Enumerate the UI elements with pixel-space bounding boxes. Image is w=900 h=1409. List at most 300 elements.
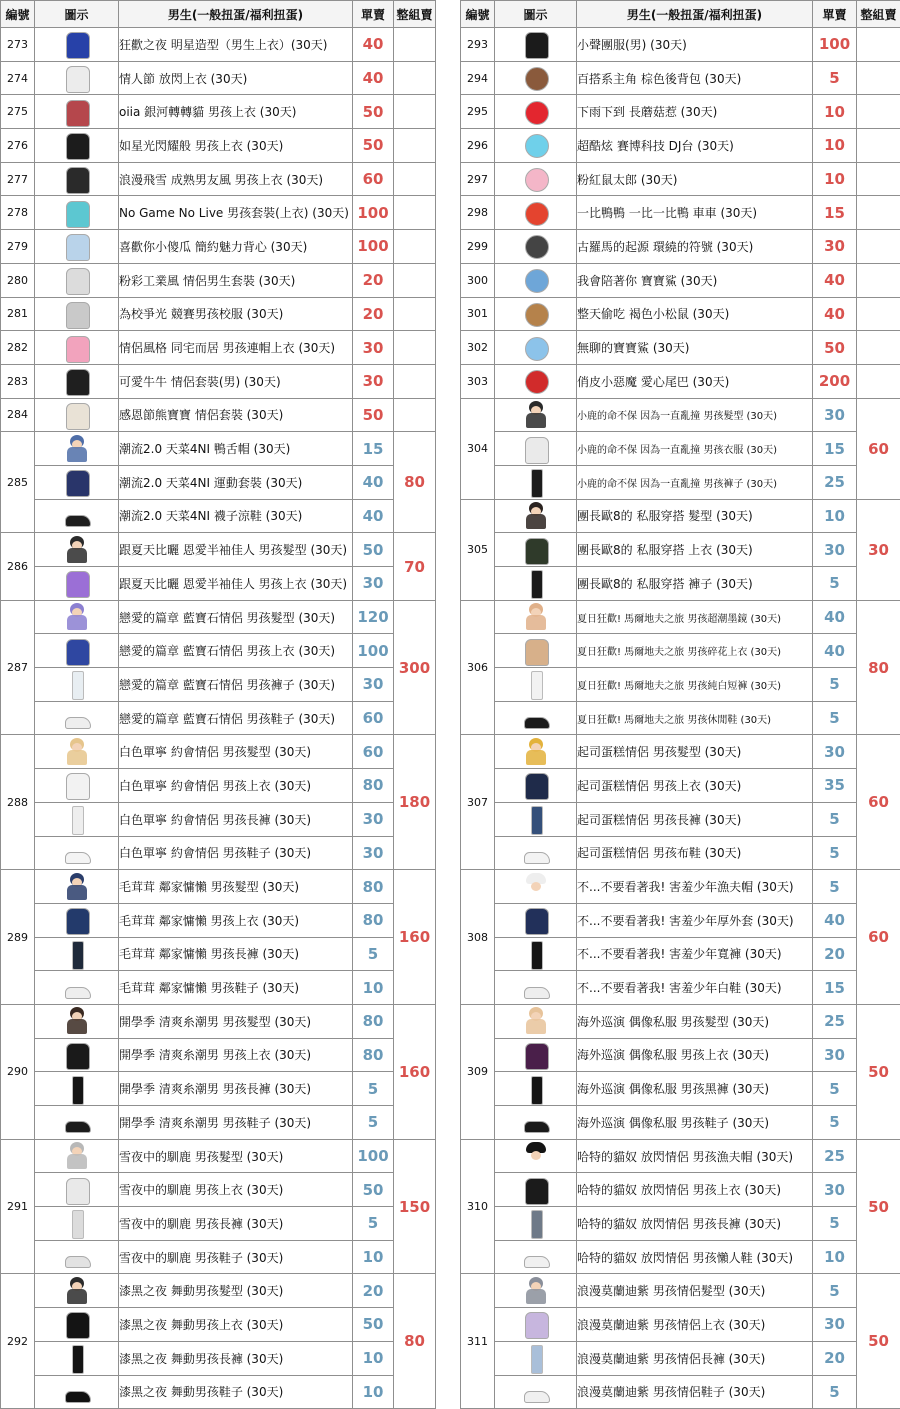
table-row <box>1 1072 436 1106</box>
shirt-icon <box>63 199 91 227</box>
item-image-cell <box>495 769 577 803</box>
single-price: 5 <box>813 1106 857 1140</box>
table-row <box>461 297 900 331</box>
item-name: 潮流2.0 天菜4NI 襪子涼鞋 (30天) <box>119 499 353 533</box>
item-name: 團長歐8的 私服穿搭 褲子 (30天) <box>577 567 813 601</box>
single-price: 100 <box>813 28 857 62</box>
item-name: 小鹿的命不保 因為一直亂撞 男孩褲子 (30天) <box>577 465 813 499</box>
jacket-icon <box>522 771 550 799</box>
item-image-cell <box>35 1106 119 1140</box>
mouse-icon <box>522 165 550 193</box>
item-image-cell <box>35 129 119 163</box>
table-row <box>1 701 436 735</box>
item-id: 306 <box>461 600 495 735</box>
single-price: 100 <box>353 196 394 230</box>
table-row <box>461 465 900 499</box>
shirt-icon <box>63 98 91 126</box>
item-id: 295 <box>461 95 495 129</box>
pants-icon <box>63 940 91 968</box>
outfit-icon <box>63 401 91 429</box>
item-name: 狂歡之夜 明星造型（男生上衣）(30天) <box>119 28 353 62</box>
shoes-icon <box>522 1243 550 1271</box>
item-name: 小聲團服(男) (30天) <box>577 28 813 62</box>
table-row <box>461 903 900 937</box>
item-id: 293 <box>461 28 495 62</box>
table-row <box>1 1308 436 1342</box>
single-price: 80 <box>353 1038 394 1072</box>
item-name: 開學季 清爽糸潮男 男孩髮型 (30天) <box>119 1004 353 1038</box>
item-name: 粉彩工業風 情侶男生套裝 (30天) <box>119 263 353 297</box>
pants-icon <box>522 1209 550 1237</box>
set-price <box>394 162 436 196</box>
header-set-price: 整組賣 <box>394 1 436 28</box>
bag-icon <box>522 64 550 92</box>
item-name: 海外巡演 偶像私服 男孩鞋子 (30天) <box>577 1106 813 1140</box>
item-name: 小鹿的命不保 因為一直亂撞 男孩衣服 (30天) <box>577 432 813 466</box>
coat-icon <box>63 165 91 193</box>
item-image-cell <box>35 61 119 95</box>
table-row <box>461 735 900 769</box>
table-row <box>1 769 436 803</box>
single-price: 20 <box>813 937 857 971</box>
single-price: 40 <box>813 600 857 634</box>
item-id: 277 <box>1 162 35 196</box>
item-image-cell <box>35 836 119 870</box>
table-row <box>461 432 900 466</box>
shoes-icon <box>63 1243 91 1271</box>
item-image-cell <box>35 432 119 466</box>
item-image-cell <box>495 331 577 365</box>
item-id: 309 <box>461 1004 495 1139</box>
table-row <box>1 331 436 365</box>
item-image-cell <box>35 533 119 567</box>
single-price: 40 <box>813 634 857 668</box>
shoes-icon <box>522 1108 550 1136</box>
item-image-cell <box>495 297 577 331</box>
table-row <box>1 28 436 62</box>
set-price <box>394 129 436 163</box>
table-row <box>461 567 900 601</box>
item-image-cell <box>495 398 577 432</box>
item-image-cell <box>35 499 119 533</box>
hair-icon <box>522 603 550 631</box>
single-price: 25 <box>813 1139 857 1173</box>
table-row <box>461 263 900 297</box>
item-name: 漆黑之夜 舞動男孩髮型 (30天) <box>119 1274 353 1308</box>
item-name: 整天偷吃 褐色小松鼠 (30天) <box>577 297 813 331</box>
item-name: 哈特的貓奴 放閃情侶 男孩懶人鞋 (30天) <box>577 1240 813 1274</box>
item-name: 雪夜中的馴鹿 男孩上衣 (30天) <box>119 1173 353 1207</box>
table-row <box>1 1038 436 1072</box>
item-image-cell <box>35 802 119 836</box>
shoes-icon <box>522 974 550 1002</box>
pants-icon <box>522 940 550 968</box>
item-name: 海外巡演 偶像私服 男孩黑褲 (30天) <box>577 1072 813 1106</box>
table-body-right <box>461 28 900 1409</box>
item-name: 百搭系主角 棕色後背包 (30天) <box>577 61 813 95</box>
set-price: 160 <box>394 870 436 1005</box>
set-price <box>394 196 436 230</box>
table-row <box>1 297 436 331</box>
item-name: 毛茸茸 鄰家慵懶 男孩髮型 (30天) <box>119 870 353 904</box>
single-price: 5 <box>813 1207 857 1241</box>
item-image-cell <box>35 870 119 904</box>
item-name: 喜歡你小傻瓜 簡約魅力背心 (30天) <box>119 230 353 264</box>
item-name: 毛茸茸 鄰家慵懶 男孩鞋子 (30天) <box>119 971 353 1005</box>
outfit-icon <box>63 468 91 496</box>
item-image-cell <box>495 1072 577 1106</box>
item-name: 不...不要看著我! 害羞少年寬褲 (30天) <box>577 937 813 971</box>
set-price <box>857 129 900 163</box>
single-price: 80 <box>353 769 394 803</box>
item-image-cell <box>495 971 577 1005</box>
single-price: 5 <box>813 668 857 702</box>
item-name: 古羅馬的起源 環繞的符號 (30天) <box>577 230 813 264</box>
single-price: 30 <box>353 836 394 870</box>
shirt-icon <box>522 637 550 665</box>
table-row <box>461 398 900 432</box>
item-image-cell <box>495 634 577 668</box>
single-price: 30 <box>353 668 394 702</box>
item-id: 308 <box>461 870 495 1005</box>
table-row <box>1 432 436 466</box>
single-price: 80 <box>353 870 394 904</box>
item-name: 浪漫飛雪 成熟男友風 男孩上衣 (30天) <box>119 162 353 196</box>
item-name: 如星光閃耀般 男孩上衣 (30天) <box>119 129 353 163</box>
item-name: 雪夜中的馴鹿 男孩髮型 (30天) <box>119 1139 353 1173</box>
item-image-cell <box>495 1106 577 1140</box>
item-image-cell <box>35 196 119 230</box>
jacket-icon <box>522 1176 550 1204</box>
table-row <box>1 1207 436 1241</box>
set-price: 30 <box>857 499 900 600</box>
item-image-cell <box>35 1038 119 1072</box>
table-row <box>461 28 900 62</box>
jacket-icon <box>522 536 550 564</box>
table-row <box>461 533 900 567</box>
table-row <box>1 836 436 870</box>
item-id: 273 <box>1 28 35 62</box>
item-name: 戀愛的篇章 藍寶石情侶 男孩髮型 (30天) <box>119 600 353 634</box>
item-name: 開學季 清爽糸潮男 男孩上衣 (30天) <box>119 1038 353 1072</box>
item-name: 感恩節熊寶寶 情侶套裝 (30天) <box>119 398 353 432</box>
single-price: 5 <box>353 1106 394 1140</box>
table-row <box>461 701 900 735</box>
table-row <box>461 937 900 971</box>
single-price: 10 <box>353 1240 394 1274</box>
item-name: 無聊的寶寶鯊 (30天) <box>577 331 813 365</box>
item-id: 310 <box>461 1139 495 1274</box>
outfit-icon <box>63 266 91 294</box>
set-price <box>394 398 436 432</box>
item-image-cell <box>35 1139 119 1173</box>
single-price: 30 <box>353 802 394 836</box>
table-row <box>461 61 900 95</box>
table-row <box>1 735 436 769</box>
item-image-cell <box>495 567 577 601</box>
table-row <box>1 567 436 601</box>
table-row <box>461 230 900 264</box>
set-price: 150 <box>394 1139 436 1274</box>
table-row <box>461 1106 900 1140</box>
pants-icon <box>522 1075 550 1103</box>
item-name: 浪漫莫蘭迪紫 男孩情侶上衣 (30天) <box>577 1308 813 1342</box>
table-row <box>461 1375 900 1409</box>
item-image-cell <box>35 95 119 129</box>
hoodie-icon <box>63 334 91 362</box>
item-id: 292 <box>1 1274 35 1409</box>
shirt-icon <box>63 771 91 799</box>
item-id: 302 <box>461 331 495 365</box>
table-row <box>1 1173 436 1207</box>
table-row <box>461 769 900 803</box>
item-name: oiia 銀河轉轉貓 男孩上衣 (30天) <box>119 95 353 129</box>
jacket-icon <box>63 637 91 665</box>
item-name: 白色單寧 約會情侶 男孩長褲 (30天) <box>119 802 353 836</box>
item-name: 哈特的貓奴 放閃情侶 男孩漁夫帽 (30天) <box>577 1139 813 1173</box>
item-id: 303 <box>461 364 495 398</box>
item-name: 漆黑之夜 舞動男孩鞋子 (30天) <box>119 1375 353 1409</box>
pants-icon <box>522 468 550 496</box>
single-price: 20 <box>353 297 394 331</box>
item-name: 團長歐8的 私服穿搭 髮型 (30天) <box>577 499 813 533</box>
item-name: 夏日狂歡! 馬爾地夫之旅 男孩超潮墨鏡 (30天) <box>577 600 813 634</box>
price-table-right <box>460 0 900 1409</box>
item-id: 307 <box>461 735 495 870</box>
item-name: 浪漫莫蘭迪紫 男孩情侶鞋子 (30天) <box>577 1375 813 1409</box>
single-price: 5 <box>353 937 394 971</box>
item-image-cell <box>35 769 119 803</box>
item-image-cell <box>35 903 119 937</box>
hair-icon <box>522 738 550 766</box>
item-image-cell <box>495 1240 577 1274</box>
header-id: 編號 <box>1 1 35 28</box>
set-price: 80 <box>394 432 436 533</box>
single-price: 40 <box>813 903 857 937</box>
item-id: 287 <box>1 600 35 735</box>
item-id: 297 <box>461 162 495 196</box>
item-name: 情人節 放閃上衣 (30天) <box>119 61 353 95</box>
single-price: 10 <box>353 1341 394 1375</box>
table-row <box>1 1240 436 1274</box>
mushroom-icon <box>522 98 550 126</box>
table-row <box>1 129 436 163</box>
item-image-cell <box>495 1274 577 1308</box>
table-row <box>1 533 436 567</box>
table-row <box>1 364 436 398</box>
set-price <box>394 28 436 62</box>
single-price: 10 <box>813 95 857 129</box>
item-id: 291 <box>1 1139 35 1274</box>
item-name: 超酷炫 賽博科技 DJ台 (30天) <box>577 129 813 163</box>
table-row <box>461 634 900 668</box>
item-name: 下雨下到 長蘑菇惹 (30天) <box>577 95 813 129</box>
header-name: 男生(一般扭蛋/福利扭蛋) <box>577 1 813 28</box>
item-image-cell <box>35 162 119 196</box>
item-image-cell <box>35 230 119 264</box>
single-price: 20 <box>813 1341 857 1375</box>
item-name: 為校爭光 競賽男孩校服 (30天) <box>119 297 353 331</box>
item-image-cell <box>495 263 577 297</box>
single-price: 5 <box>813 701 857 735</box>
item-name: 毛茸茸 鄰家慵懶 男孩上衣 (30天) <box>119 903 353 937</box>
set-price: 70 <box>394 533 436 600</box>
item-name: 夏日狂歡! 馬爾地夫之旅 男孩休閒鞋 (30天) <box>577 701 813 735</box>
table-row <box>461 1274 900 1308</box>
single-price: 40 <box>813 263 857 297</box>
item-image-cell <box>35 1004 119 1038</box>
item-name: 夏日狂歡! 馬爾地夫之旅 男孩碎花上衣 (30天) <box>577 634 813 668</box>
set-price <box>394 95 436 129</box>
header-name: 男生(一般扭蛋/福利扭蛋) <box>119 1 353 28</box>
hair-icon <box>63 603 91 631</box>
single-price: 10 <box>353 1375 394 1409</box>
item-image-cell <box>35 398 119 432</box>
pants-icon <box>522 1344 550 1372</box>
single-price: 30 <box>813 230 857 264</box>
item-name: 浪漫莫蘭迪紫 男孩情侶髮型 (30天) <box>577 1274 813 1308</box>
table-row <box>461 1240 900 1274</box>
table-row <box>461 1139 900 1173</box>
jacket-icon <box>63 131 91 159</box>
item-id: 294 <box>461 61 495 95</box>
table-row <box>1 61 436 95</box>
single-price: 40 <box>353 28 394 62</box>
item-id: 299 <box>461 230 495 264</box>
jacket-icon <box>522 906 550 934</box>
hair-icon <box>63 1007 91 1035</box>
shoes-icon <box>63 1378 91 1406</box>
single-price: 40 <box>353 499 394 533</box>
squirrel-icon <box>522 300 550 328</box>
item-name: 漆黑之夜 舞動男孩上衣 (30天) <box>119 1308 353 1342</box>
header-icon: 圖示 <box>35 1 119 28</box>
single-price: 50 <box>353 95 394 129</box>
item-name: 開學季 清爽糸潮男 男孩長褲 (30天) <box>119 1072 353 1106</box>
single-price: 5 <box>353 1072 394 1106</box>
jacket-icon <box>522 1041 550 1069</box>
shark-icon <box>522 266 550 294</box>
shirt-icon <box>63 64 91 92</box>
single-price: 10 <box>813 129 857 163</box>
set-price <box>394 230 436 264</box>
item-image-cell <box>35 701 119 735</box>
item-name: 潮流2.0 天菜4NI 運動套裝 (30天) <box>119 465 353 499</box>
set-price <box>857 95 900 129</box>
car-icon <box>522 199 550 227</box>
set-price: 80 <box>857 600 900 735</box>
table-row <box>1 95 436 129</box>
item-name: 俏皮小惡魔 愛心尾巴 (30天) <box>577 364 813 398</box>
item-image-cell <box>495 701 577 735</box>
item-image-cell <box>35 1308 119 1342</box>
table-row <box>461 1173 900 1207</box>
table-row <box>461 600 900 634</box>
single-price: 60 <box>353 162 394 196</box>
header-icon: 圖示 <box>495 1 577 28</box>
item-name: 跟夏天比曬 恩愛半袖佳人 男孩上衣 (30天) <box>119 567 353 601</box>
item-image-cell <box>495 1004 577 1038</box>
item-image-cell <box>495 870 577 904</box>
single-price: 50 <box>353 398 394 432</box>
item-image-cell <box>495 95 577 129</box>
item-id: 280 <box>1 263 35 297</box>
item-image-cell <box>35 1375 119 1409</box>
table-row <box>1 398 436 432</box>
set-price: 50 <box>857 1274 900 1409</box>
set-price <box>394 263 436 297</box>
single-price: 30 <box>813 1038 857 1072</box>
item-name: 漆黑之夜 舞動男孩長褲 (30天) <box>119 1341 353 1375</box>
single-price: 15 <box>813 196 857 230</box>
shoes-icon <box>63 1108 91 1136</box>
table-row <box>461 129 900 163</box>
item-image-cell <box>35 297 119 331</box>
shoes-icon <box>63 502 91 530</box>
table-row <box>1 162 436 196</box>
price-table-left <box>0 0 436 1409</box>
outfit-icon <box>63 367 91 395</box>
hair-icon <box>63 435 91 463</box>
header-set-price: 整組賣 <box>857 1 900 28</box>
single-price: 10 <box>813 499 857 533</box>
shoes-icon <box>63 839 91 867</box>
item-image-cell <box>495 836 577 870</box>
single-price: 30 <box>813 1308 857 1342</box>
table-row <box>1 971 436 1005</box>
item-name: 雪夜中的馴鹿 男孩長褲 (30天) <box>119 1207 353 1241</box>
set-price <box>394 364 436 398</box>
single-price: 20 <box>353 263 394 297</box>
table-row <box>1 802 436 836</box>
single-price: 30 <box>813 735 857 769</box>
shoes-icon <box>522 1378 550 1406</box>
item-id: 286 <box>1 533 35 600</box>
item-image-cell <box>35 971 119 1005</box>
outfit-icon <box>63 300 91 328</box>
item-name: 情侶風格 同宅而居 男孩連帽上衣 (30天) <box>119 331 353 365</box>
single-price: 5 <box>353 1207 394 1241</box>
single-price: 30 <box>353 331 394 365</box>
pants-icon <box>522 569 550 597</box>
single-price: 100 <box>353 1139 394 1173</box>
item-name: 不...不要看著我! 害羞少年漁夫帽 (30天) <box>577 870 813 904</box>
set-price <box>857 28 900 62</box>
table-row <box>461 668 900 702</box>
item-name: 戀愛的篇章 藍寶石情侶 男孩鞋子 (30天) <box>119 701 353 735</box>
shirt-icon <box>63 1176 91 1204</box>
item-image-cell <box>495 735 577 769</box>
item-image-cell <box>495 1308 577 1342</box>
single-price: 10 <box>813 162 857 196</box>
item-image-cell <box>35 1341 119 1375</box>
single-price: 5 <box>813 802 857 836</box>
item-name: 毛茸茸 鄰家慵懶 男孩長褲 (30天) <box>119 937 353 971</box>
item-image-cell <box>35 937 119 971</box>
item-image-cell <box>495 196 577 230</box>
item-image-cell <box>35 735 119 769</box>
table-row <box>461 1038 900 1072</box>
header-id: 編號 <box>461 1 495 28</box>
pants-icon <box>63 1344 91 1372</box>
item-name: 小鹿的命不保 因為一直亂撞 男孩髮型 (30天) <box>577 398 813 432</box>
item-image-cell <box>495 432 577 466</box>
item-name: 我會陪著你 寶寶鯊 (30天) <box>577 263 813 297</box>
item-name: 海外巡演 偶像私服 男孩上衣 (30天) <box>577 1038 813 1072</box>
item-id: 298 <box>461 196 495 230</box>
table-row <box>1 1375 436 1409</box>
table-row <box>1 668 436 702</box>
